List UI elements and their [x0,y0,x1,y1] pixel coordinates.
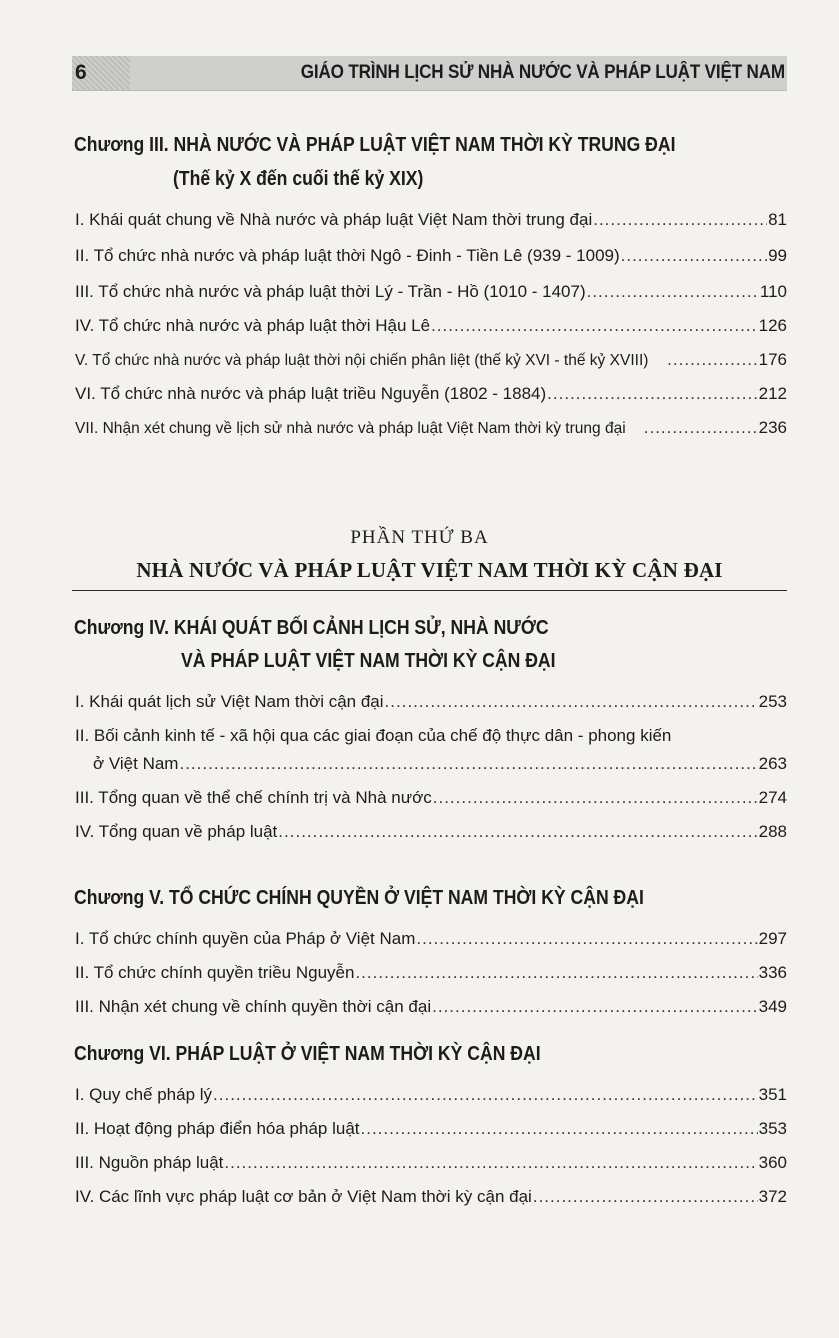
toc-entry [75,957,787,983]
toc-entry-page: 263 [758,754,787,773]
toc-entry-page: 212 [758,384,787,403]
toc-entry-text: II. Bối cảnh kinh tế - xã hội qua các giai đoạn của chế độ thực dân - phong kiến [75,726,672,745]
toc-entry-page: 253 [758,692,787,711]
toc-entry-page: 353 [758,1119,787,1138]
toc-entry-text: III. Nhận xét chung về chính quyền thời cận đại [75,997,432,1016]
running-header [72,56,787,91]
toc-entry-text: IV. Các lĩnh vực pháp luật cơ bản ở Việt Nam thời kỳ cận đại [75,1187,532,1206]
toc-entry-text: V. Tổ chức nhà nước và pháp luật thời nội chiến phân liệt (thế kỷ XVI - thế kỷ XVIII) [75,352,649,369]
toc-entry [75,240,787,266]
toc-entry-text: I. Khái quát chung về Nhà nước và pháp luật Việt Nam thời trung đại [75,210,593,229]
chapter-3-subtitle: (Thế kỷ X đến cuối thế kỷ XIX) [173,168,424,190]
chapter-5-title: Chương V. TỔ CHỨC CHÍNH QUYỀN Ở VIỆT NAM THỜI KỲ CẬN ĐẠI [74,887,644,909]
toc-entry-text: ở Việt Nam [93,754,179,773]
toc-entry-page: 288 [758,822,787,841]
toc-entry-text: II. Hoạt động pháp điển hóa pháp luật [75,1119,360,1138]
toc-entry-page: 360 [758,1153,787,1172]
chapter-6-title: Chương VI. PHÁP LUẬT Ở VIỆT NAM THỜI KỲ CẬN ĐẠI [74,1043,541,1065]
toc-entry-page: 236 [758,418,787,437]
toc-entry [75,686,787,712]
toc-entry-text: I. Tổ chức chính quyền của Pháp ở Việt Nam [75,929,416,948]
page-number: 6 [72,56,130,90]
toc-entry-text: IV. Tổ chức nhà nước và pháp luật thời Hậu Lê [75,316,431,335]
toc-entry-page: 336 [758,963,787,982]
divider [72,590,787,591]
part-title: NHÀ NƯỚC VÀ PHÁP LUẬT VIỆT NAM THỜI KỲ CẬN ĐẠI [136,558,723,582]
toc-entry [75,923,787,949]
toc-entry-text: VI. Tổ chức nhà nước và pháp luật triều Nguyễn (1802 - 1884) [75,384,547,403]
toc-entry [75,310,787,336]
toc-entry-text: III. Tổng quan về thể chế chính trị và Nhà nước [75,788,432,807]
toc-entry-text: II. Tổ chức chính quyền triều Nguyễn [75,963,355,982]
toc-entry-page: 81 [768,210,787,229]
toc-entry [75,1113,787,1139]
toc-entry-text: II. Tổ chức nhà nước và pháp luật thời Ngô - Đinh - Tiền Lê (939 - 1009) [75,246,620,265]
toc-entry-page: 297 [758,929,787,948]
toc-entry-continuation [93,748,787,774]
chapter-4-title: Chương IV. KHÁI QUÁT BỐI CẢNH LỊCH SỬ, NHÀ NƯỚC [74,617,549,639]
toc-entry-text: I. Quy chế pháp lý [75,1085,213,1104]
toc-entry-page: 349 [758,997,787,1016]
chapter-3-title: Chương III. NHÀ NƯỚC VÀ PHÁP LUẬT VIỆT NAM THỜI KỲ TRUNG ĐẠI [74,134,676,156]
toc-entry-text: III. Tổ chức nhà nước và pháp luật thời Lý - Trần - Hồ (1010 - 1407) [75,282,586,301]
toc-entry [75,1147,787,1173]
toc-entry [75,1181,787,1207]
toc-entry-text: I. Khái quát lịch sử Việt Nam thời cận đại [75,692,384,711]
toc-entry-page: 99 [768,246,787,265]
toc-entry [75,782,787,808]
toc-entry [75,412,787,438]
toc-entry [75,991,787,1017]
toc-entry [75,204,787,230]
toc-entry [75,1079,787,1105]
toc-entry-page: 126 [758,316,787,335]
toc-entry-page: 274 [758,788,787,807]
toc-entry-text: IV. Tổng quan về pháp luật [75,822,278,841]
toc-entry-page: 176 [758,350,787,369]
toc-entry [75,276,787,302]
toc-entry [75,816,787,842]
toc-entry-text: VII. Nhận xét chung về lịch sử nhà nước và pháp luật Việt Nam thời kỳ trung đại [75,420,626,437]
toc-entry-page: 372 [758,1187,787,1206]
toc-entry-page: 110 [759,282,787,301]
toc-entry [75,720,787,746]
chapter-4-subtitle: VÀ PHÁP LUẬT VIỆT NAM THỜI KỲ CẬN ĐẠI [181,650,556,672]
toc-entry [75,344,787,370]
toc-entry-text: III. Nguồn pháp luật [75,1153,224,1172]
toc-entry-page: 351 [758,1085,787,1104]
toc-entry [75,378,787,404]
book-title: GIÁO TRÌNH LỊCH SỬ NHÀ NƯỚC VÀ PHÁP LUẬT VIỆT NAM [300,62,785,83]
part-label: PHẦN THỨ BA [350,527,489,548]
